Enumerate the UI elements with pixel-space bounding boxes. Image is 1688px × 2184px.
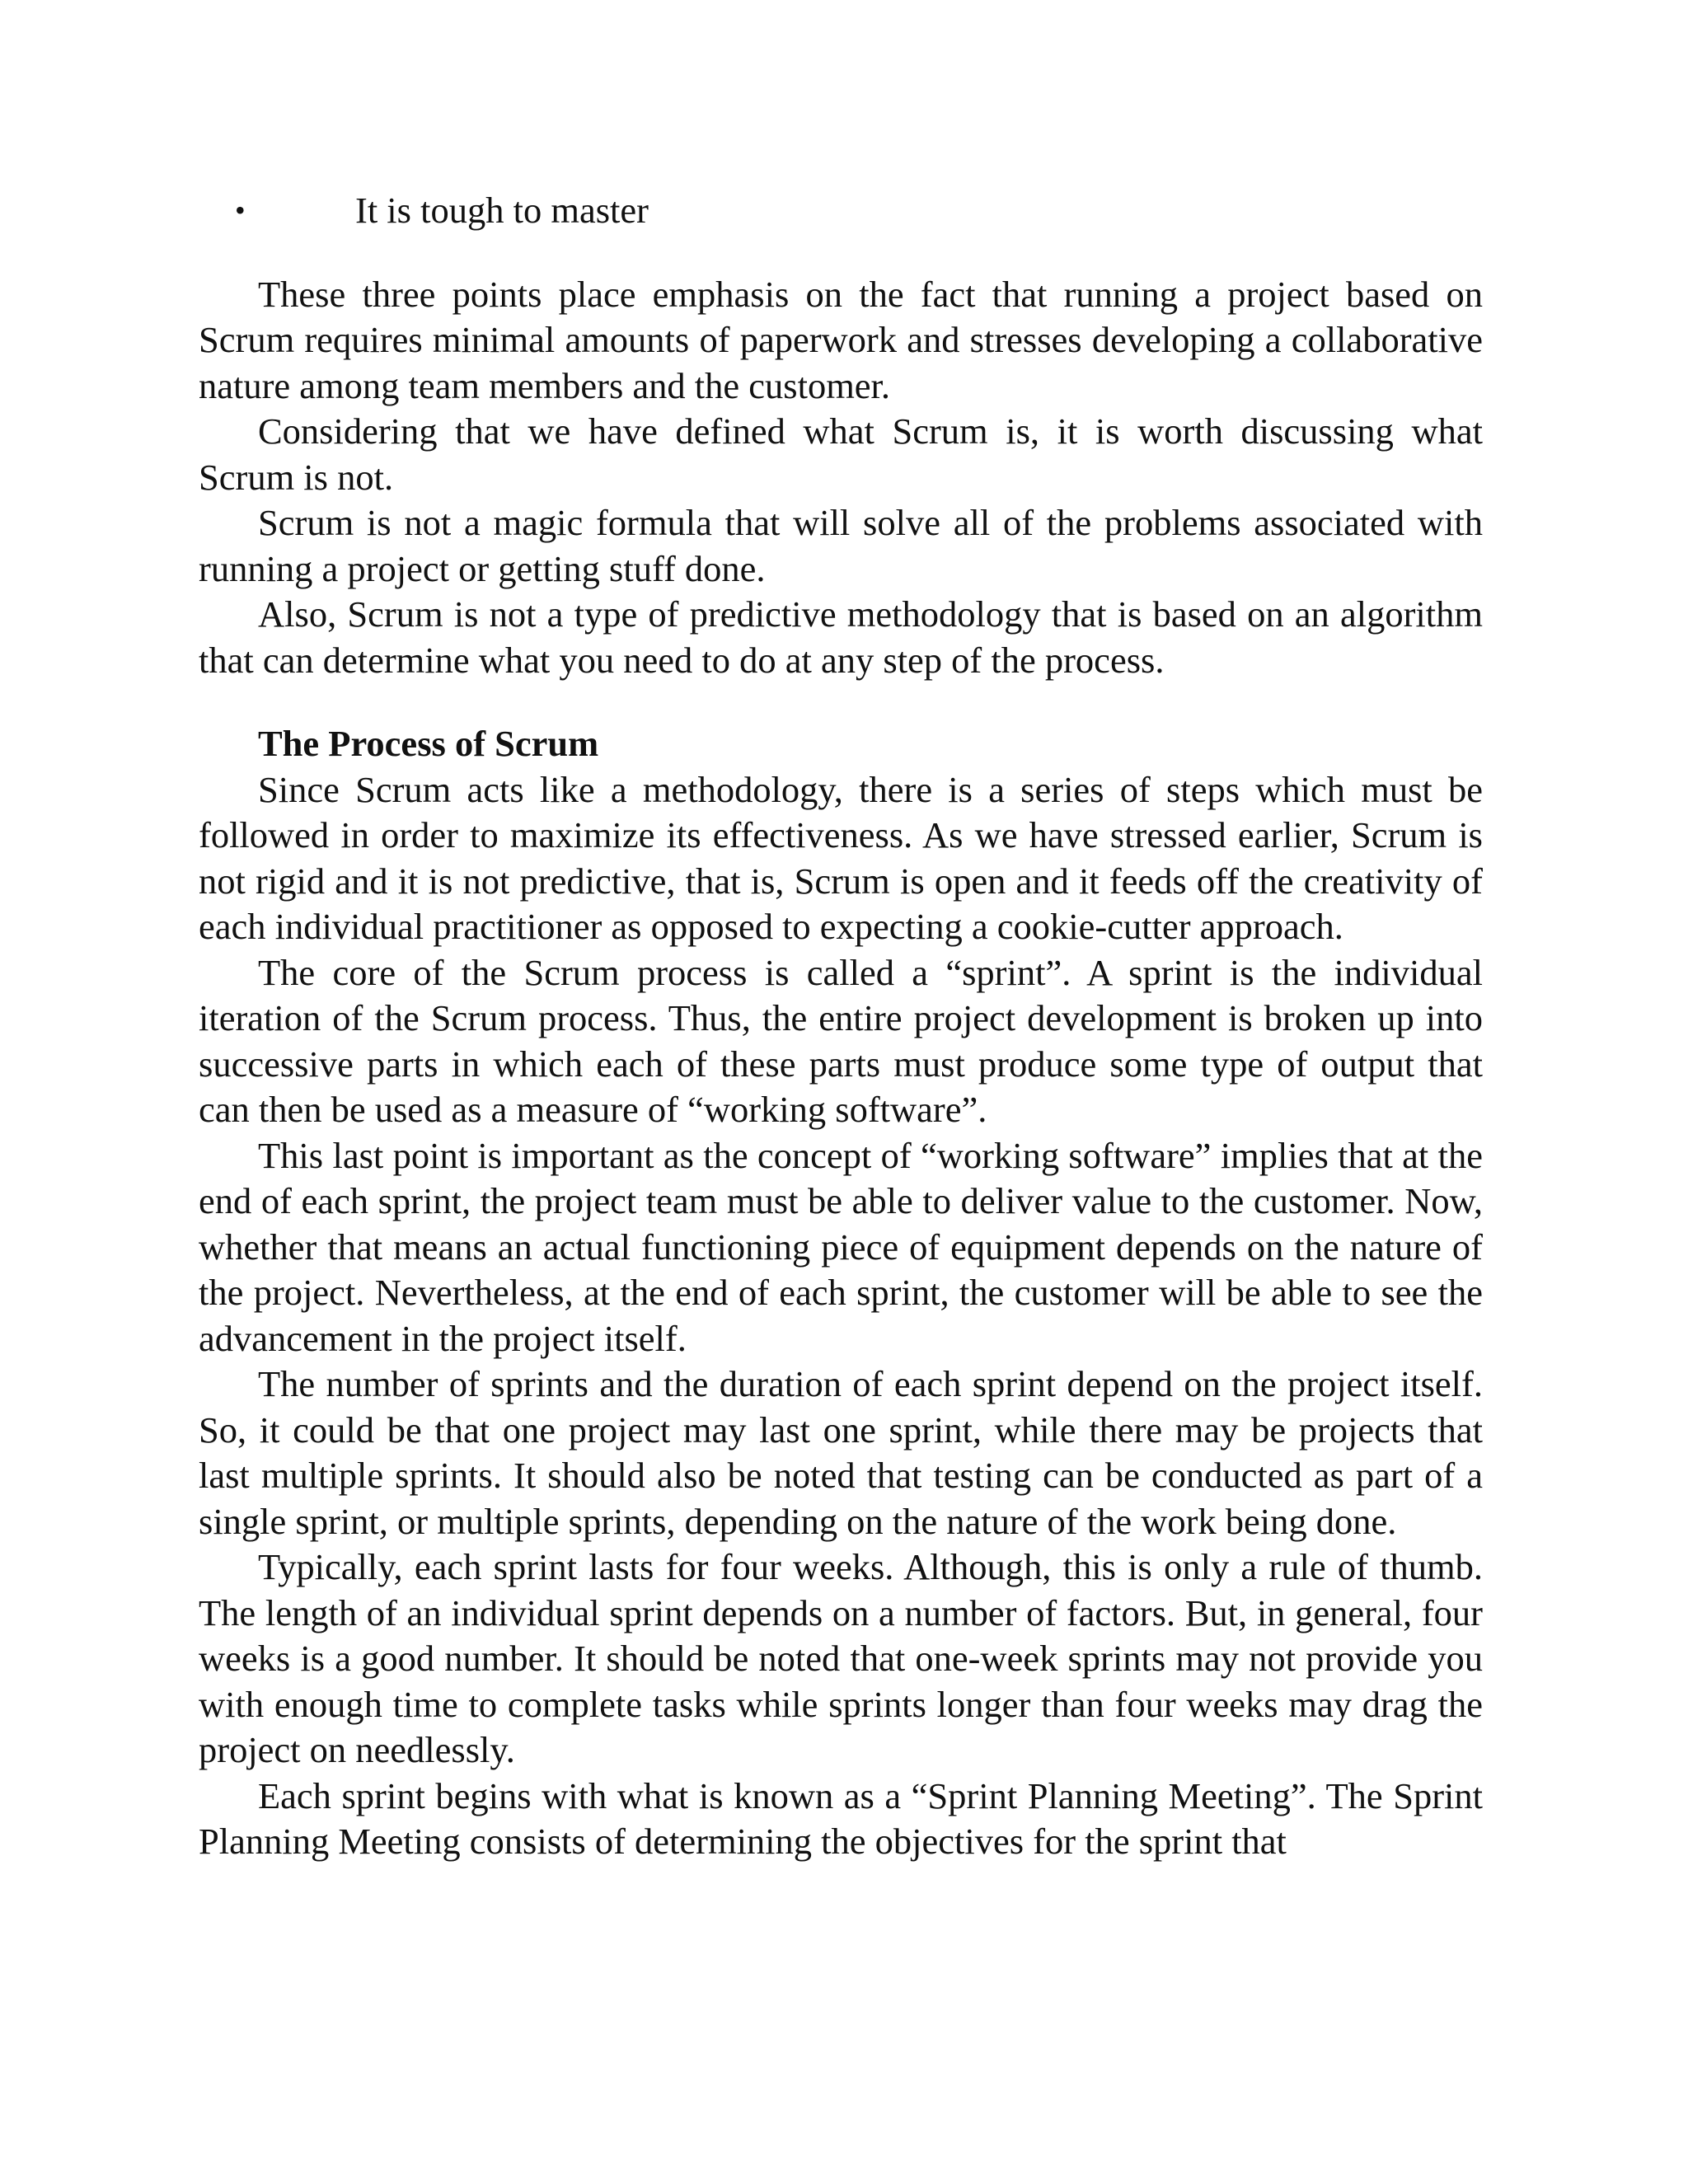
paragraph-sprint-length: Typically, each sprint lasts for four weeks. Although, this is only a rule of thumb. The length of an individual sprint depends on a number of factors. But, in general, four weeks is a good number. It should be noted that one-week sprints may not provide you with enough time to complete tasks while sprints longer than four weeks may drag the project on needlessly. <box>199 1546 1483 1770</box>
bullet-text: It is tough to master <box>355 190 649 231</box>
paragraph-sprint-core: The core of the Scrum process is called a “sprint”. A sprint is the individual iteration of the Scrum process. Thus, the entire project development is broken up into successive parts in which each of these parts must produce some type of output that can then be used as a measure of “working software”. <box>199 951 1483 1130</box>
section-heading: The Process of Scrum <box>258 723 599 764</box>
document-page <box>199 188 1483 1865</box>
paragraph-what-scrum-is-not: Considering that we have defined what Scrum is, it is worth discussing what Scrum is not. <box>199 410 1483 498</box>
bullet-item <box>199 188 1483 234</box>
paragraph-sprint-planning: Each sprint begins with what is known as a “Sprint Planning Meeting”. The Sprint Planning Meeting consists of determining the objectives for the sprint that <box>199 1774 1483 1862</box>
paragraph-methodology-steps: Since Scrum acts like a methodology, there is a series of steps which must be followed in order to maximize its effectiveness. As we have stressed earlier, Scrum is not rigid and it is not predictive, that is, Scrum is open and it feeds off the creativity of each individual practitioner as opposed to expecting a cookie-cutter approach. <box>199 768 1483 947</box>
bullet-marker: • <box>235 194 246 227</box>
paragraph-not-predictive: Also, Scrum is not a type of predictive methodology that is based on an algorithm that can determine what you need to do at any step of the process. <box>199 593 1483 681</box>
paragraph-emphasis-points: These three points place emphasis on the fact that running a project based on Scrum requires minimal amounts of paperwork and stresses developing a collaborative nature among team members and the customer. <box>199 273 1483 406</box>
paragraph-number-of-sprints: The number of sprints and the duration of each sprint depend on the project itself. So, it could be that one project may last one sprint, while there may be projects that last multiple sprints. It should also be noted that testing can be conducted as part of a single sprint, or multiple sprints, depending on the nature of the work being done. <box>199 1363 1483 1542</box>
paragraph-working-software: This last point is important as the concept of “working software” implies that at the end of each sprint, the project team must be able to deliver value to the customer. Now, whether that means an actual functioning piece of equipment depends on the nature of the project. Nevertheless, at the end of each sprint, the customer will be able to see the advancement in the project itself. <box>199 1134 1483 1359</box>
paragraph-not-magic-formula: Scrum is not a magic formula that will solve all of the problems associated with running a project or getting stuff done. <box>199 502 1483 589</box>
